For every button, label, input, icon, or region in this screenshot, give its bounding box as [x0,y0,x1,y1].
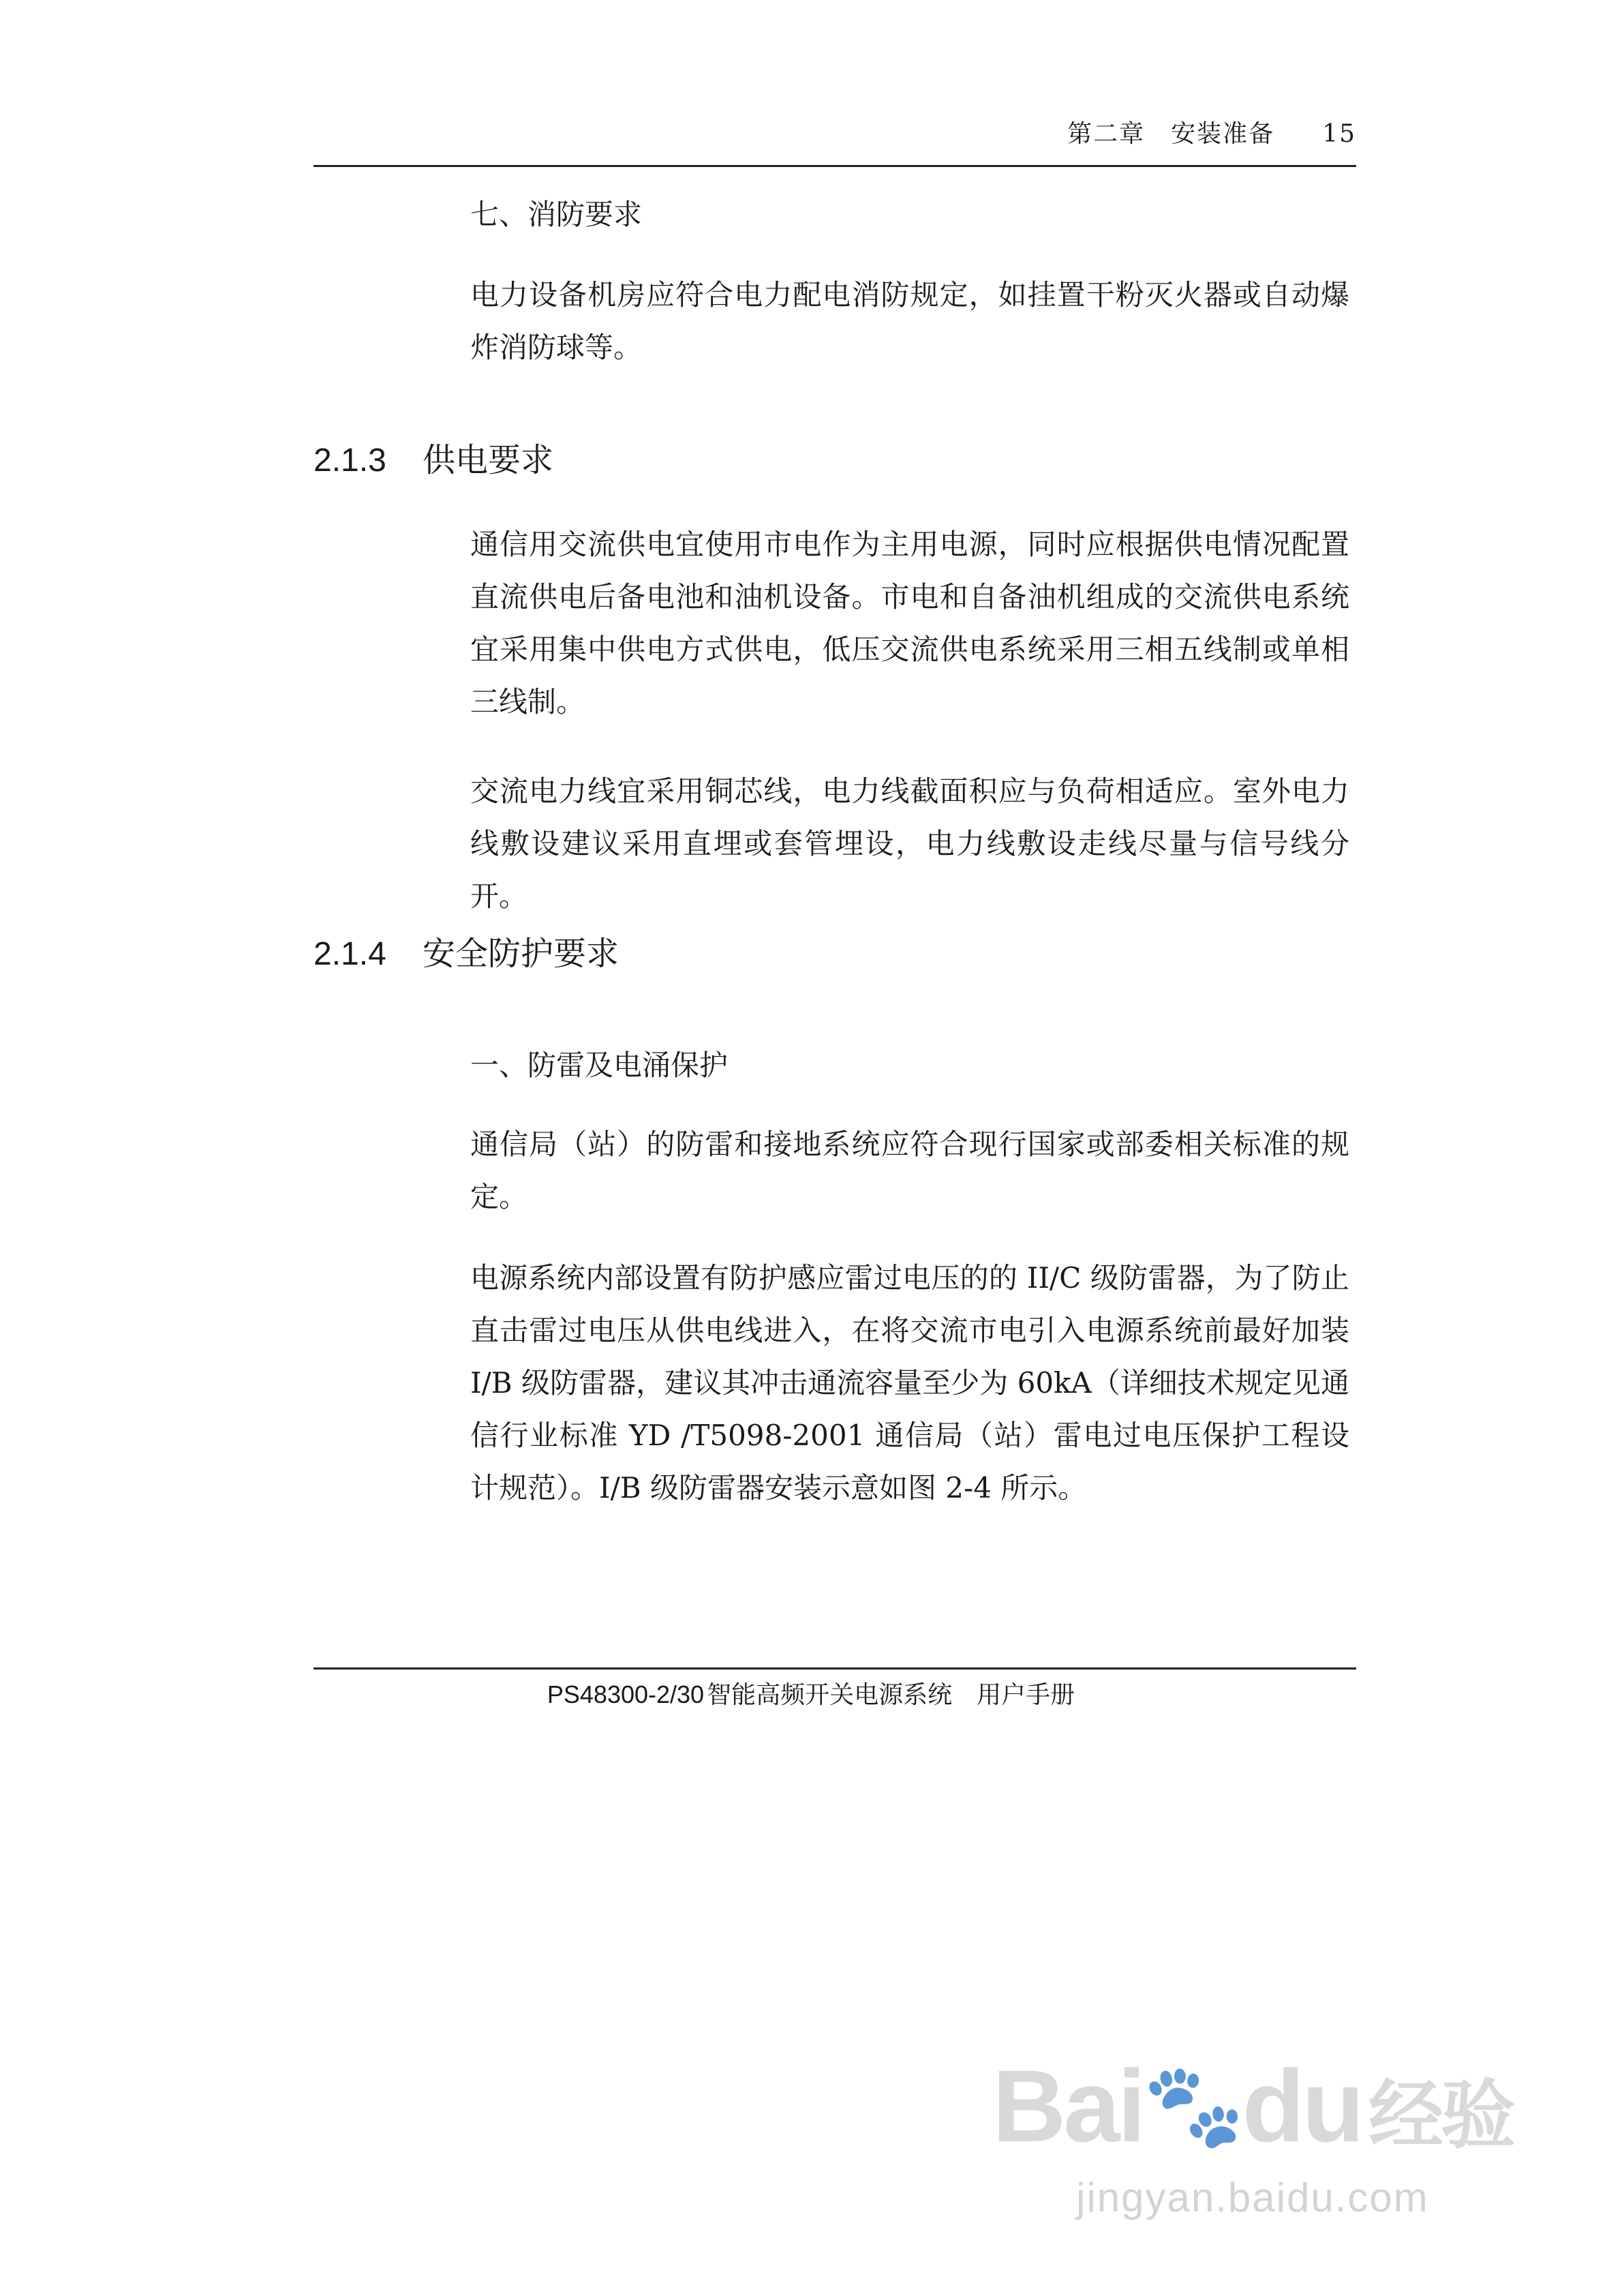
watermark-url: jingyan.baidu.com [1076,2175,1429,2220]
baidu-logo: Bai🐾du经验 [992,2049,1513,2163]
product-model: PS48300-2/30 [547,1680,705,1708]
section-title: 安全防护要求 [423,936,619,972]
lightning-subheading: 一、防雷及电涌保护 [470,1048,729,1082]
page-number: 15 [1322,120,1356,148]
paw-icon: 🐾 [1143,2060,1242,2151]
fire-paragraph: 电力设备机房应符合电力配电消防规定，如挂置干粉灭火器或自动爆炸消防球等。 [470,278,1349,364]
chapter-title: 第二章 安装准备 [1067,120,1275,148]
section-heading-2-1-4 [313,927,619,974]
running-header [1067,115,1356,149]
power-supply-paragraph-2: 交流电力线宜采用铜芯线，电力线截面积应与负荷相适应。室外电力线敷设建议采用直埋或套管埋设，电力线敷设走线尽量与信号线分开。 [470,774,1349,913]
lightning-paragraph-2: 电源系统内部设置有防护感应雷过电压的的 II/C 级防雷器，为了防止直击雷过电压从供电线进入，在将交流市电引入电源系统前最好加装 I/B 级防雷器，建议其冲击通流容量至少为 60kA（详细技术规定见通信行业标准 YD /T5098-2001 通信局（站）雷电过电压保护工程设计规范）。I/B 级防雷器安装示意如图 2-4 所示。 [470,1261,1349,1505]
section-number: 2.1.4 [313,936,386,972]
baidu-jingyan-watermark [992,2049,1513,2221]
section-heading-2-1-3 [313,434,553,481]
running-footer [0,1676,1622,1710]
lightning-paragraph-1: 通信局（站）的防雷和接地系统应符合现行国家或部委相关标准的规定。 [470,1128,1349,1213]
header-rule [313,165,1356,167]
manual-title: 智能高频开关电源系统 用户手册 [707,1680,1075,1708]
fire-subheading: 七、消防要求 [470,198,643,231]
section-number: 2.1.3 [313,442,386,479]
section-title: 供电要求 [423,442,554,479]
footer-rule [313,1667,1356,1670]
power-supply-paragraph-1: 通信用交流供电宜使用市电作为主用电源，同时应根据供电情况配置直流供电后备电池和油机设备。市电和自备油机组成的交流供电系统宜采用集中供电方式供电，低压交流供电系统采用三相五线制或单相三线制。 [470,528,1349,719]
